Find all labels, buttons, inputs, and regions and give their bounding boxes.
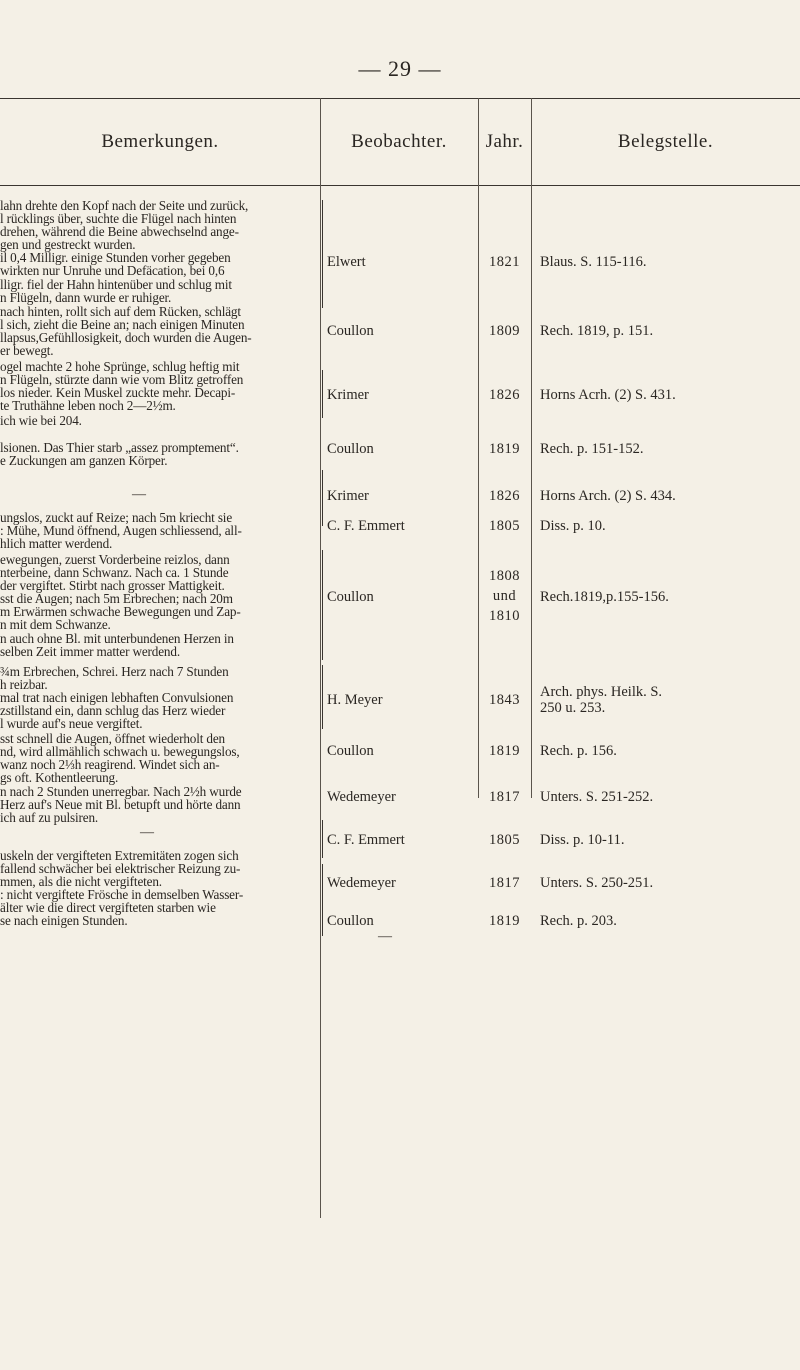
observer-cell: H. Meyer: [327, 692, 383, 708]
observer-cell: Coullon: [327, 323, 374, 339]
reference-cell: Diss. p. 10-11.: [540, 832, 625, 848]
observer-cell: Coullon: [327, 743, 374, 759]
observer-cell: Coullon: [327, 441, 374, 457]
table-header-rule: [0, 185, 800, 186]
year-cell: 1826: [489, 488, 520, 504]
remark-4: ich wie bei 204.: [0, 413, 82, 428]
reference-cell: Rech. 1819, p. 151.: [540, 323, 654, 339]
remark-2: nach hinten, rollt sich auf dem Rücken, schlägt l sich, zieht die Beine an; nach einigen Minuten llapsus,Gefühllosigkeit, doch wurden die Augen- er bewegt.: [0, 304, 252, 359]
observer-cell: Wedemeyer: [327, 875, 396, 891]
year-cell: 1843: [489, 692, 520, 708]
reference-cell: Rech. p. 156.: [540, 743, 617, 759]
header-remarks: Bemerkungen.: [101, 130, 219, 152]
year-cell: 1817: [489, 875, 520, 891]
reference-cell: Rech.1819,p.155-156.: [540, 589, 669, 605]
year-cell: 1805: [489, 832, 520, 848]
year-cell: 1805: [489, 518, 520, 534]
observer-cell: Krimer: [327, 488, 369, 504]
remark-8: ewegungen, zuerst Vorderbeine reizlos, dann nterbeine, dann Schwanz. Nach ca. 1 Stunde der vergiftet. Stirbt nach grosser Mattigkeit. sst die Augen; nach 5m Erbrechen; nach 20m m Erwärmen schwache Bewegungen und Zap- n mit dem Schwanze. n auch ohne Bl. mit unterbundenen Herzen in selben Zeit immer matter werdend.: [0, 552, 241, 659]
remark-5: lsionen. Das Thier starb „assez promptement“. e Zuckungen am ganzen Körper.: [0, 440, 239, 469]
remark-7: ungslos, zuckt auf Reize; nach 5m kriecht sie : Mühe, Mund öffnend, Augen schliessend, all- hlich matter werdend.: [0, 510, 242, 552]
remark-11: n nach 2 Stunden unerregbar. Nach 2½h wurde Herz auf's Neue mit Bl. betupft und hörte dann ich auf zu pulsiren.: [0, 784, 242, 826]
header-year: Jahr.: [485, 130, 524, 152]
year-cell: 1821: [489, 254, 520, 270]
header-reference: Belegstelle.: [617, 130, 714, 152]
column-divider-3: [531, 98, 532, 798]
remark-14: —: [378, 929, 392, 944]
observer-cell: C. F. Emmert: [327, 832, 405, 848]
reference-cell: Horns Acrh. (2) S. 431.: [540, 387, 676, 403]
observer-cell: Wedemeyer: [327, 789, 396, 805]
year-cell: 1819: [489, 743, 520, 759]
remark-6: —: [132, 487, 146, 502]
year-cell: 1826: [489, 387, 520, 403]
reference-cell: Rech. p. 151-152.: [540, 441, 644, 457]
reference-cell: Horns Arch. (2) S. 434.: [540, 488, 676, 504]
reference-cell: Diss. p. 10.: [540, 518, 606, 534]
observer-cell: Coullon: [327, 913, 374, 929]
reference-cell: Unters. S. 251-252.: [540, 789, 654, 805]
reference-cell: Unters. S. 250-251.: [540, 875, 654, 891]
reference-cell: Blaus. S. 115-116.: [540, 254, 647, 270]
year-cell: 1817: [489, 789, 520, 805]
observer-cell: Elwert: [327, 254, 366, 270]
observer-cell: Coullon: [327, 589, 374, 605]
reference-cell: Rech. p. 203.: [540, 913, 617, 929]
year-cell: 1819: [489, 913, 520, 929]
remark-12: —: [140, 825, 154, 840]
year-cell: 1819: [489, 441, 520, 457]
page-number: — 29 —: [358, 56, 442, 81]
remark-1: lahn drehte den Kopf nach der Seite und zurück, l rücklings über, suchte die Flügel nach hinten drehen, während die Beine abwechselnd ange- gen und gestreckt wurden. il 0,4 Milligr. einige Stunden vorher gegeben wirkten nur Unruhe und Defäcation, bei 0,6 lligr. fiel der Hahn hintenüber und schlug mit n Flügeln, dann wurde er ruhiger.: [0, 198, 249, 305]
remark-10: sst schnell die Augen, öffnet wiederholt den nd, wird allmählich schwach u. bewegungslos, wanz noch 2⅓h reagirend. Windet sich an- gs oft. Kothentleerung.: [0, 731, 240, 786]
remark-13: uskeln der vergifteten Extremitäten zogen sich fallend schwächer bei elektrischer Reizung zu- mmen, als die nicht vergifteten. : nicht vergiftete Frösche in demselben Wasser- älter wie die direct vergifteten starben wie se nach einigen Stunden.: [0, 848, 244, 929]
year-cell: 1809: [489, 323, 520, 339]
observer-cell: Krimer: [327, 387, 369, 403]
year-cell: 1808 und 1810: [489, 568, 520, 624]
reference-cell: Arch. phys. Heilk. S. 250 u. 253.: [540, 684, 663, 716]
remark-3: ogel machte 2 hohe Sprünge, schlug heftig mit n Flügeln, stürzte dann wie vom Blitz getroffen los nieder. Kein Muskel zuckte mehr. Decapi- te Truthähne leben noch 2—2½m.: [0, 359, 244, 414]
remark-9: ¾m Erbrechen, Schrei. Herz nach 7 Stunden h reizbar. mal trat nach einigen lebhaften Convulsionen zstillstand ein, dann schlug das Herz wieder l wurde auf's neue vergiftet.: [0, 664, 234, 732]
header-observer: Beobachter.: [351, 130, 447, 152]
column-divider-1: [320, 98, 321, 1218]
observer-cell: C. F. Emmert: [327, 518, 405, 534]
